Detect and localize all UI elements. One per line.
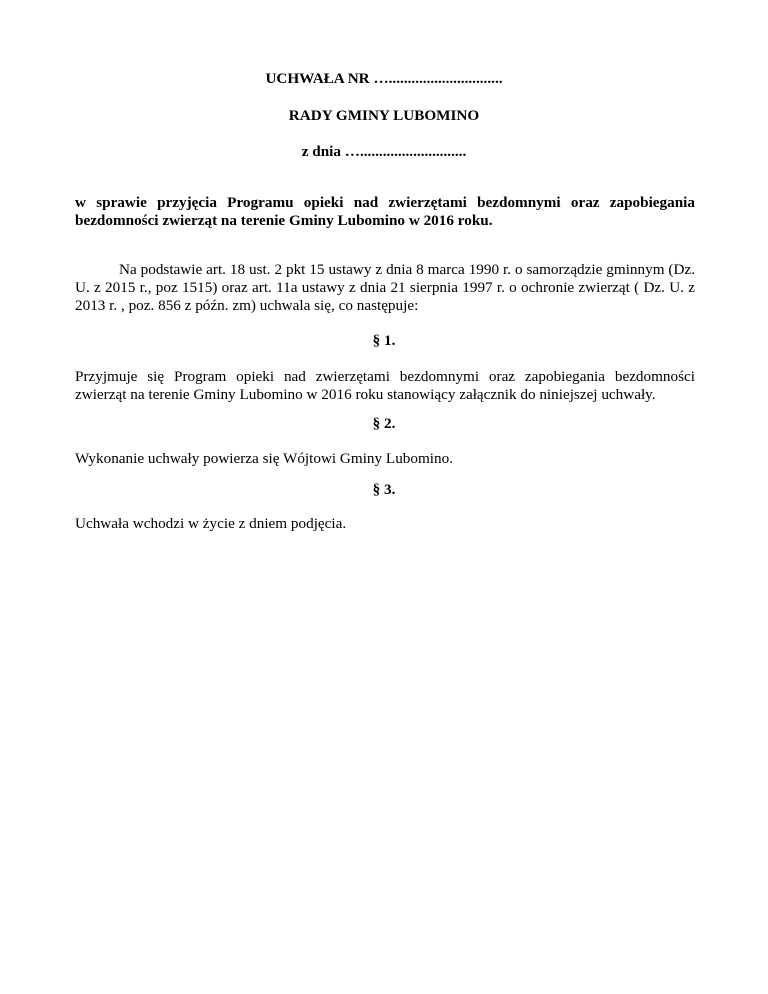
- section-1-text: Przyjmuje się Program opieki nad zwierzętami bezdomnymi oraz zapobiegania bezdomności zwierząt na terenie Gminy Lubomino w 2016 roku stanowiący załącznik do niniejszej uchwały.: [75, 368, 695, 403]
- resolution-date: z dnia …............................: [301, 143, 467, 160]
- section-3-heading: § 3.: [372, 481, 396, 498]
- section-3-text: Uchwała wchodzi w życie z dniem podjęcia.: [75, 515, 347, 532]
- section-1-heading: § 1.: [372, 332, 396, 349]
- council-name: RADY GMINY LUBOMINO: [288, 107, 480, 124]
- section-2-text: Wykonanie uchwały powierza się Wójtowi Gminy Lubomino.: [75, 450, 453, 467]
- resolution-title: UCHWAŁA NR …..............................: [265, 70, 503, 87]
- section-2-heading: § 2.: [372, 415, 396, 432]
- legal-basis-preamble: Na podstawie art. 18 ust. 2 pkt 15 ustawy z dnia 8 marca 1990 r. o samorządzie gminnym (Dz. U. z 2015 r., poz 1515) oraz art. 11a ustawy z dnia 21 sierpnia 1997 r. o ochronie zwierząt ( Dz. U. z 2013 r. , poz. 856 z późn. zm) uchwala się, co następuje:: [75, 261, 695, 314]
- resolution-subject: w sprawie przyjęcia Programu opieki nad zwierzętami bezdomnymi oraz zapobiegania bezdomności zwierząt na terenie Gminy Lubomino w 2016 roku.: [75, 194, 695, 229]
